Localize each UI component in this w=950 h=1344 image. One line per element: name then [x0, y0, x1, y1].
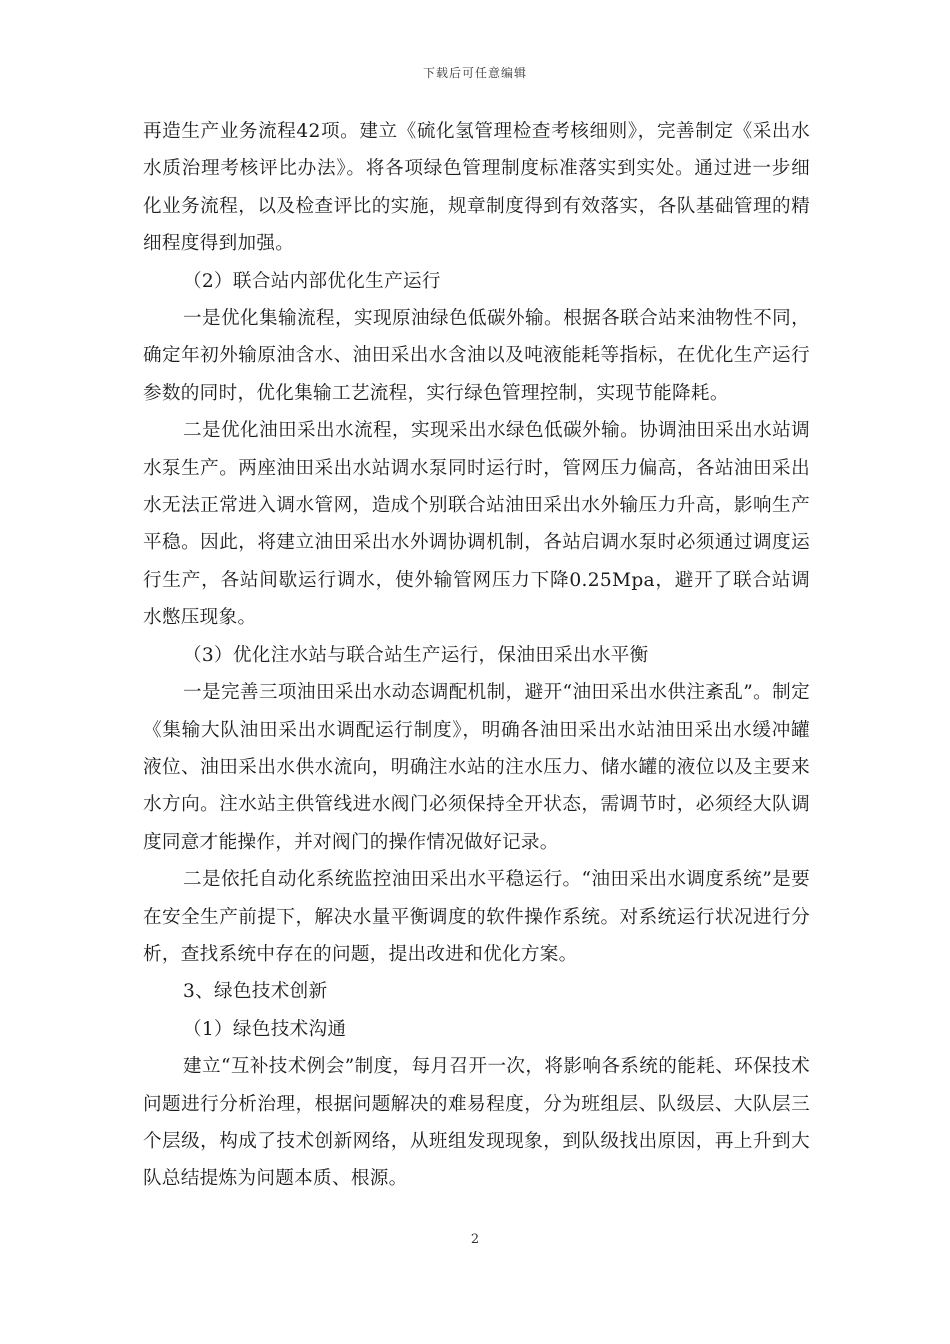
document-body: [143, 113, 810, 1198]
section-heading-green-tech: 3、绿色技术创新: [183, 981, 328, 1003]
section-heading-1: （1）绿色技术沟通: [183, 1018, 347, 1040]
paragraph: 一是完善三项油田采出水动态调配机制，避开“油田采出水供注紊乱”。制定《集输大队油田采出水调配运行制度》，明确各油田采出水站油田采出水缓冲罐液位、油田采出水供水流向，明确注水站的注水压力、储水罐的液位以及主要来水方向。注水站主供管线进水阀门必须保持全开状态，需调节时，必须经大队调度同意才能操作，并对阀门的操作情况做好记录。: [143, 682, 810, 853]
page-header: 下载后可任意编辑: [422, 66, 527, 80]
paragraph: 二是依托自动化系统监控油田采出水平稳运行。“油田采出水调度系统”是要在安全生产前提下，解决水量平衡调度的软件操作系统。对系统运行状况进行分析，查找系统中存在的问题，提出改进和优化方案。: [143, 869, 810, 965]
section-heading-2: （2）联合站内部优化生产运行: [183, 270, 441, 292]
paragraph: 二是优化油田采出水流程，实现采出水绿色低碳外输。协调油田采出水站调水泵生产。两座油田采出水站调水泵同时运行时，管网压力偏高，各站油田采出水无法正常进入调水管网，造成个别联合站油田采出水外输压力升高，影响生产平稳。因此，将建立油田采出水外调协调机制，各站启调水泵时必须通过调度运行生产，各站间歇运行调水，使外输管网压力下降0.25Mpa，避开了联合站调水憋压现象。: [143, 420, 810, 629]
paragraph: 一是优化集输流程，实现原油绿色低碳外输。根据各联合站来油物性不同，确定年初外输原油含水、油田采出水含油以及吨液能耗等指标，在优化生产运行参数的同时，优化集输工艺流程，实行绿色管理控制，实现节能降耗。: [143, 308, 810, 404]
paragraph: 建立“互补技术例会”制度，每月召开一次，将影响各系统的能耗、环保技术问题进行分析治理，根据问题解决的难易程度，分为班组层、队级层、大队层三个层级，构成了技术创新网络，从班组发现现象，到队级找出原因，再上升到大队总结提炼为问题本质、根源。: [143, 1056, 810, 1190]
page-number: 2: [470, 1232, 480, 1247]
section-heading-3: （3）优化注水站与联合站生产运行，保油田采出水平衡: [183, 644, 649, 666]
paragraph-continuation: 再造生产业务流程42项。建立《硫化氢管理检查考核细则》，完善制定《采出水水质治理考核评比办法》。将各项绿色管理制度标准落实到实处。通过进一步细化业务流程，以及检查评比的实施，规章制度得到有效落实，各队基础管理的精细程度得到加强。: [143, 121, 810, 255]
